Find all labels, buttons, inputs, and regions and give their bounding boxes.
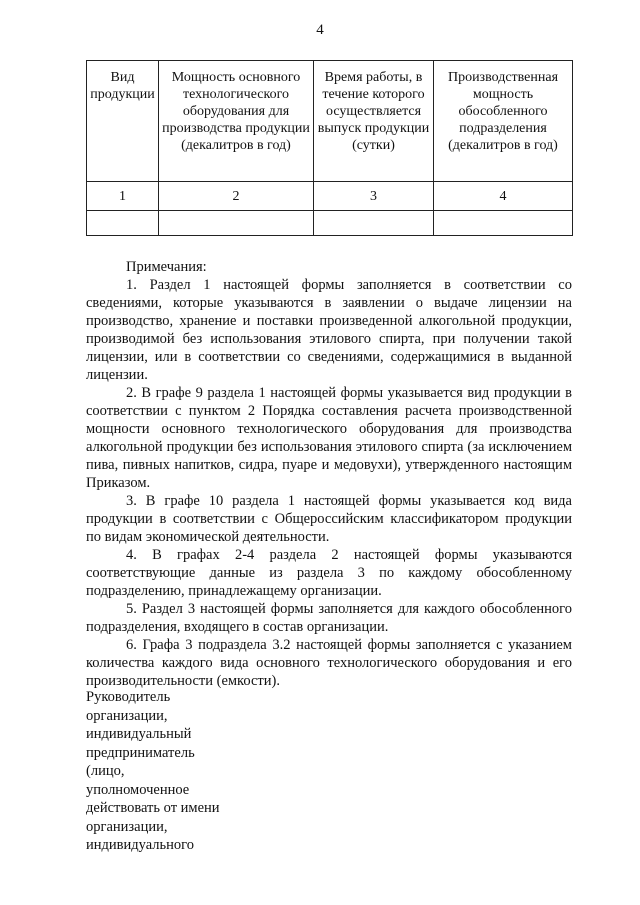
note-item: 4. В графах 2-4 раздела 2 настоящей формы указываются соответствующие данные из раздела 3 по каждому обособленному подразделению, принадлежащему организации.	[86, 547, 572, 599]
note-item: 5. Раздел 3 настоящей формы заполняется для каждого обособленного подразделения, входящего в состав организации.	[86, 601, 572, 635]
header-product-type: Вид продукции	[87, 61, 159, 182]
production-capacity-table	[86, 60, 573, 236]
note-item: 3. В графе 10 раздела 1 настоящей формы указывается код вида продукции в соответствии с Общероссийским классификатором продукции по видам экономической деятельности.	[86, 493, 572, 545]
signature-block	[86, 688, 246, 855]
table-column-numbers-row	[87, 182, 573, 211]
signature-line: индивидуальный	[86, 726, 192, 742]
signature-line: индивидуального	[86, 837, 194, 853]
table-cell	[159, 211, 314, 236]
column-number: 2	[159, 182, 314, 211]
column-number: 3	[314, 182, 434, 211]
header-equipment-capacity: Мощность основного технологического оборудования для производства продукции (декалитров в год)	[159, 61, 314, 182]
notes-section	[86, 258, 572, 690]
note-item: 6. Графа 3 подраздела 3.2 настоящей формы заполняется с указанием количества каждого вида основного технологического оборудования и его производительности (емкости).	[86, 637, 572, 689]
signature-line: организации,	[86, 707, 168, 724]
signature-line: Руководитель	[86, 689, 171, 705]
header-division-capacity: Производственная мощность обособленного подразделения (декалитров в год)	[434, 61, 573, 182]
signature-line: действовать от имени	[86, 800, 220, 816]
notes-heading: Примечания:	[126, 259, 207, 275]
column-number: 1	[87, 182, 159, 211]
table-empty-row	[87, 211, 573, 236]
signature-line: организации,	[86, 818, 168, 835]
header-operating-time: Время работы, в течение которого осуществляется выпуск продукции (сутки)	[314, 61, 434, 182]
note-item: 2. В графе 9 раздела 1 настоящей формы указывается вид продукции в соответствии с пунктом 2 Порядка составления расчета производственной мощности основного технологического оборудования для производства алкогольной продукции без использования этилового спирта (за исключением пива, пивных напитков, сидра, пуаре и медовухи), утвержденного настоящим Приказом.	[86, 385, 572, 491]
table-cell	[434, 211, 573, 236]
page-number: 4	[316, 22, 324, 38]
column-number: 4	[434, 182, 573, 211]
note-item: 1. Раздел 1 настоящей формы заполняется в соответствии со сведениями, которые указываются в заявлении о выдаче лицензии на производство, хранение и поставки произведенной алкогольной продукции, производимой без использования этилового спирта, при получении такой лицензии, или в соответствии со сведениями, содержащимися в выданной лицензии.	[86, 277, 572, 383]
table-cell	[87, 211, 159, 236]
signature-line: (лицо,	[86, 763, 125, 779]
signature-line: предприниматель	[86, 744, 195, 761]
table-cell	[314, 211, 434, 236]
signature-line: уполномоченное	[86, 781, 190, 798]
table-header-row	[87, 61, 573, 182]
